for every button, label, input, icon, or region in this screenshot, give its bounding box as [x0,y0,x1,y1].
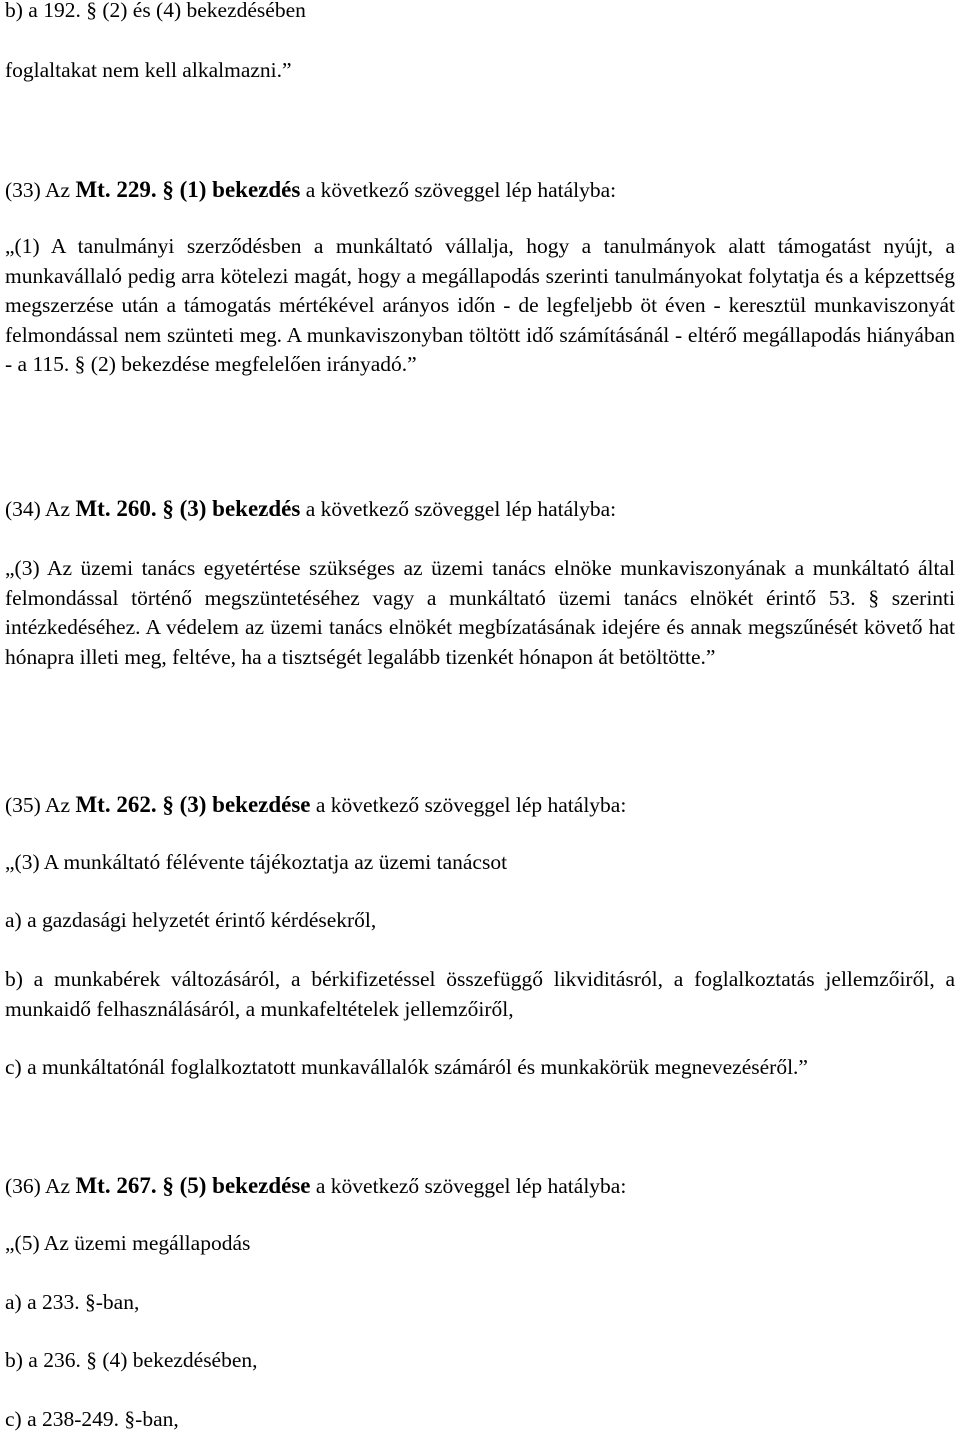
heading-prefix: (33) Az [5,178,76,202]
paragraph-reference: § (3) bekezdése [156,792,311,817]
list-item: b) a 236. § (4) bekezdésében, [5,1348,258,1372]
heading-prefix: (36) Az [5,1174,76,1198]
paragraph-reference: § (3) bekezdés [156,496,301,521]
text-line: „(5) Az üzemi megállapodás [5,1231,251,1255]
law-reference: Mt. 260. [75,496,157,521]
list-item: a) a 233. §-ban, [5,1290,140,1314]
heading-suffix: a következő szöveggel lép hatályba: [300,178,617,202]
paragraph-reference: § (5) bekezdése [156,1173,311,1198]
law-reference: Mt. 267. [75,1173,157,1198]
heading-suffix: a következő szöveggel lép hatályba: [310,1174,627,1198]
text-line: foglaltakat nem kell alkalmazni.” [5,58,292,82]
section-heading-34 [5,494,616,524]
text-line: b) a 192. § (2) és (4) bekezdésében [5,0,306,22]
heading-prefix: (34) Az [5,497,76,521]
text-line: „(3) A munkáltató félévente tájékoztatja az üzemi tanácsot [5,850,508,874]
amended-text-33: „(1) A tanulmányi szerződésben a munkáltató vállalja, hogy a tanulmányok alatt támogatást nyújt, a munkavállaló pedig arra kötelezi magát, hogy a megállapodás szerinti tanulmányokat folytatja és a képzettség megszerzése után a támogatás mértékével arányos időn - de legfeljebb öt éven - keresztül munkaviszonyát felmondással nem szünteti meg. A munkaviszonyban töltött idő számításánál - eltérő megállapodás hiányában - a 115. § (2) bekezdése megfelelően irányadó.” [5,234,955,376]
law-reference: Mt. 262. [75,792,157,817]
heading-suffix: a következő szöveggel lép hatályba: [300,497,617,521]
heading-suffix: a következő szöveggel lép hatályba: [310,793,627,817]
section-heading-33 [5,175,616,205]
law-reference: Mt. 229. [75,177,157,202]
section-heading-35 [5,790,626,820]
heading-prefix: (35) Az [5,793,76,817]
list-item: b) a munkabérek változásáról, a bérkifizetéssel összefüggő likviditásról, a foglalkoztatás jellemzőiről, a munkaidő felhasználásáról, a munkafeltételek jellemzőiről, [5,967,955,1021]
paragraph-reference: § (1) bekezdés [156,177,301,202]
list-item: a) a gazdasági helyzetét érintő kérdésekről, [5,908,377,932]
section-heading-36 [5,1171,626,1201]
amended-text-34: „(3) Az üzemi tanács egyetértése szükséges az üzemi tanács elnöke munkaviszonyának a munkáltató által felmondással történő megszüntetéséhez vagy a munkáltató üzemi tanács elnökét érintő 53. § szerinti intézkedéséhez. A védelem az üzemi tanács elnökét megbízatásának idejére és annak megszűnését követő hat hónapra illeti meg, feltéve, ha a tisztségét legalább tizenkét hónapon át betöltötte.” [5,556,955,669]
list-item: c) a 238-249. §-ban, [5,1407,179,1431]
list-item: c) a munkáltatónál foglalkoztatott munkavállalók számáról és munkakörük megnevezéséről.” [5,1055,808,1079]
